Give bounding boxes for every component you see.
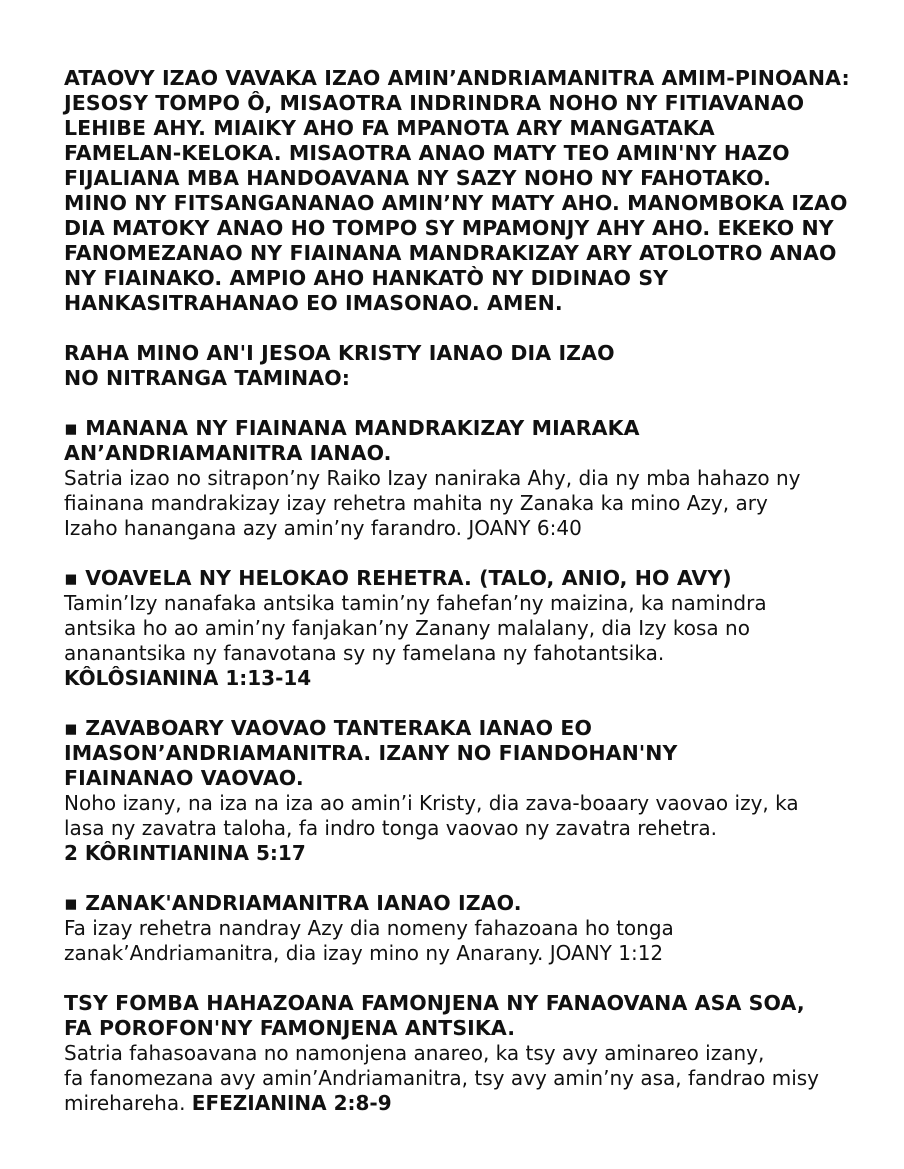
prayer-line: JESOSY TOMPO Ô, MISAOTRA INDRINDRA NOHO NY FITIAVANAO [64, 91, 805, 115]
prayer-line: FIJALIANA MBA HANDOAVANA NY SAZY NOHO NY FAHOTAKO. [64, 166, 772, 190]
point-forgiveness [64, 566, 854, 691]
closing-heading: FA POROFON'NY FAMONJENA ANTSIKA. [64, 1016, 516, 1040]
point-new-creation [64, 716, 854, 866]
prayer-line: MINO NY FITSANGANANAO AMIN’NY MATY AHO. MANOMBOKA IZAO [64, 191, 848, 215]
verse-line: Tamin’Izy nanafaka antsika tamin’ny fahefan’ny maizina, ka namindra [64, 591, 767, 615]
verse-reference: KÔLÔSIANINA 1:13-14 [64, 666, 312, 690]
verse-reference: 2 KÔRINTIANINA 5:17 [64, 841, 306, 865]
point-heading: ▪ VOAVELA NY HELOKAO REHETRA. (TALO, ANIO, HO AVY) [64, 566, 732, 590]
point-heading: IMASON’ANDRIAMANITRA. IZANY NO FIANDOHAN'NY [64, 741, 678, 765]
intro-line: NO NITRANGA TAMINAO: [64, 366, 351, 390]
verse-reference: EFEZIANINA 2:8-9 [191, 1091, 392, 1115]
verse-line: antsika ho ao amin’ny fanjakan’ny Zanany malalany, dia Izy kosa no [64, 616, 750, 640]
verse-line: zanak’Andriamanitra, dia izay mino ny Anarany. JOANY 1:12 [64, 941, 664, 965]
point-heading: ▪ ZAVABOARY VAOVAO TANTERAKA IANAO EO [64, 716, 592, 740]
spacer [64, 541, 854, 566]
verse-line: Izaho hanangana azy amin’ny farandro. JOANY 6:40 [64, 516, 582, 540]
point-heading: ▪ ZANAK'ANDRIAMANITRA IANAO IZAO. [64, 891, 522, 915]
verse-line: lasa ny zavatra taloha, fa indro tonga vaovao ny zavatra rehetra. [64, 816, 717, 840]
point-heading: ▪ MANANA NY FIAINANA MANDRAKIZAY MIARAKA [64, 416, 640, 440]
verse-line-text: mirehareha. [64, 1091, 186, 1115]
verse-line: Fa izay rehetra nandray Azy dia nomeny fahazoana ho tonga [64, 916, 674, 940]
closing-heading: TSY FOMBA HAHAZOANA FAMONJENA NY FANAOVANA ASA SOA, [64, 991, 805, 1015]
tract-page [64, 66, 854, 1116]
point-heading: FIAINANAO VAOVAO. [64, 766, 304, 790]
verse-line: ananantsika ny fanavotana sy ny famelana ny fahotantsika. [64, 641, 665, 665]
prayer-section [64, 66, 854, 316]
prayer-line: HANKASITRAHANAO EO IMASONAO. AMEN. [64, 291, 563, 315]
verse-line: Noho izany, na iza na iza ao amin’i Kristy, dia zava-boaary vaovao izy, ka [64, 791, 799, 815]
spacer [64, 866, 854, 891]
prayer-line: LEHIBE AHY. MIAIKY AHO FA MPANOTA ARY MANGATAKA [64, 116, 715, 140]
point-heading: AN’ANDRIAMANITRA IANAO. [64, 441, 392, 465]
prayer-line: NY FIAINAKO. AMPIO AHO HANKATÒ NY DIDINAO SY [64, 266, 669, 290]
verse-last-line [64, 1091, 854, 1116]
prayer-line: FANOMEZANAO NY FIAINANA MANDRAKIZAY ARY ATOLOTRO ANAO [64, 241, 837, 265]
closing-section [64, 991, 854, 1116]
verse-line: Satria fahasoavana no namonjena anareo, ka tsy avy aminareo izany, [64, 1041, 765, 1065]
prayer-line: FAMELAN-KELOKA. MISAOTRA ANAO MATY TEO AMIN'NY HAZO [64, 141, 790, 165]
verse-line: fiainana mandrakizay izay rehetra mahita ny Zanaka ka mino Azy, ary [64, 491, 768, 515]
prayer-line: DIA MATOKY ANAO HO TOMPO SY MPAMONJY AHY AHO. EKEKO NY [64, 216, 834, 240]
spacer [64, 691, 854, 716]
intro-section [64, 341, 854, 391]
point-eternal-life [64, 416, 854, 541]
spacer [64, 316, 854, 341]
prayer-line: ATAOVY IZAO VAVAKA IZAO AMIN’ANDRIAMANITRA AMIM-PINOANA: [64, 66, 850, 90]
spacer [64, 966, 854, 991]
point-child-of-god [64, 891, 854, 966]
spacer [64, 391, 854, 416]
verse-line: Satria izao no sitrapon’ny Raiko Izay naniraka Ahy, dia ny mba hahazo ny [64, 466, 801, 490]
intro-line: RAHA MINO AN'I JESOA KRISTY IANAO DIA IZAO [64, 341, 615, 365]
verse-line: fa fanomezana avy amin’Andriamanitra, tsy avy amin’ny asa, fandrao misy [64, 1066, 820, 1090]
